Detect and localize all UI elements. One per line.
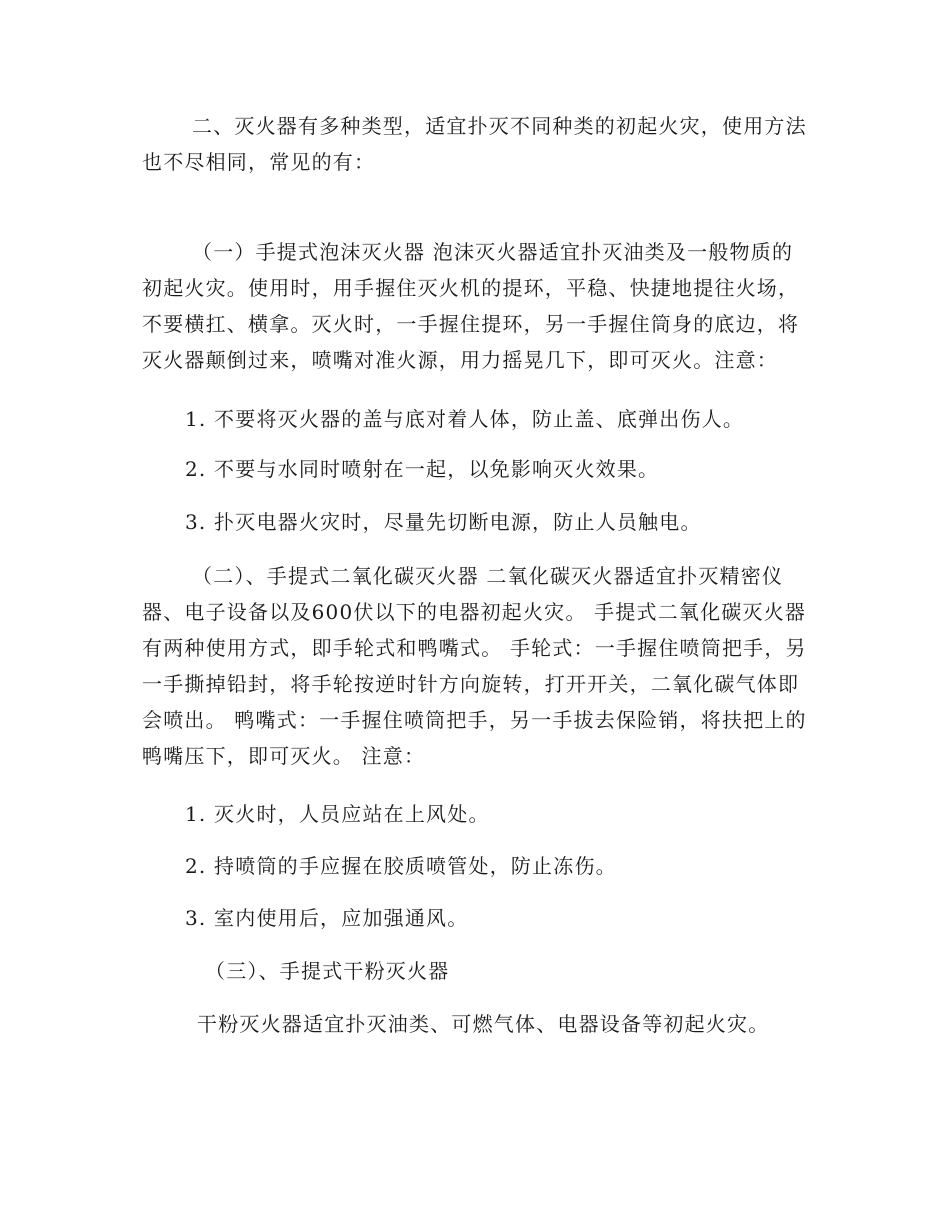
co2-extinguisher-paragraph: （二）、手提式二氧化碳灭火器 二氧化碳灭火器适宜扑灭精密仪器、电子设备以及600伏以下的电器初起火灾。 手提式二氧化碳灭火器有两种使用方式，即手轮式和鸭嘴式。 手轮式：一手握住喷筒把手，另一手撕掉铅封，将手轮按逆时针方向旋转，打开开关，二氧化碳气体即会喷出。 鸭嘴式：一手握住喷筒把手，另一手拔去保险销，将扶把上的鸭嘴压下，即可灭火。 注意： [142, 564, 807, 768]
intro-paragraph: 二、灭火器有多种类型，适宜扑灭不同种类的初起火灾，使用方法也不尽相同，常见的有： [142, 114, 807, 174]
foam-note-1: 1. 不要将灭火器的盖与底对着人体，防止盖、底弹出伤人。 [185, 407, 745, 431]
co2-note-1: 1. 灭火时，人员应站在上风处。 [185, 802, 490, 826]
foam-note-3: 3. 扑灭电器火灾时，尽量先切断电源，防止人员触电。 [185, 510, 702, 534]
powder-extinguisher-paragraph: 干粉灭火器适宜扑灭油类、可燃气体、电器设备等初起火灾。 [197, 1012, 770, 1036]
powder-extinguisher-heading: （三）、手提式干粉灭火器 [205, 959, 450, 983]
co2-note-3: 3. 室内使用后，应加强通风。 [185, 906, 469, 930]
foam-note-2: 2. 不要与水同时喷射在一起，以免影响灭火效果。 [185, 457, 660, 481]
foam-extinguisher-paragraph: （一）手提式泡沫灭火器 泡沫灭火器适宜扑灭油类及一般物质的初起火灾。使用时，用手握住灭火机的提环，平稳、快捷地提往火场，不要横扛、横拿。灭火时，一手握住提环，另一手握住筒身的底边，将灭火器颠倒过来，喷嘴对准火源，用力摇晃几下，即可灭火。注意： [142, 240, 800, 372]
co2-note-2: 2. 持喷筒的手应握在胶质喷管处，防止冻伤。 [185, 854, 617, 878]
